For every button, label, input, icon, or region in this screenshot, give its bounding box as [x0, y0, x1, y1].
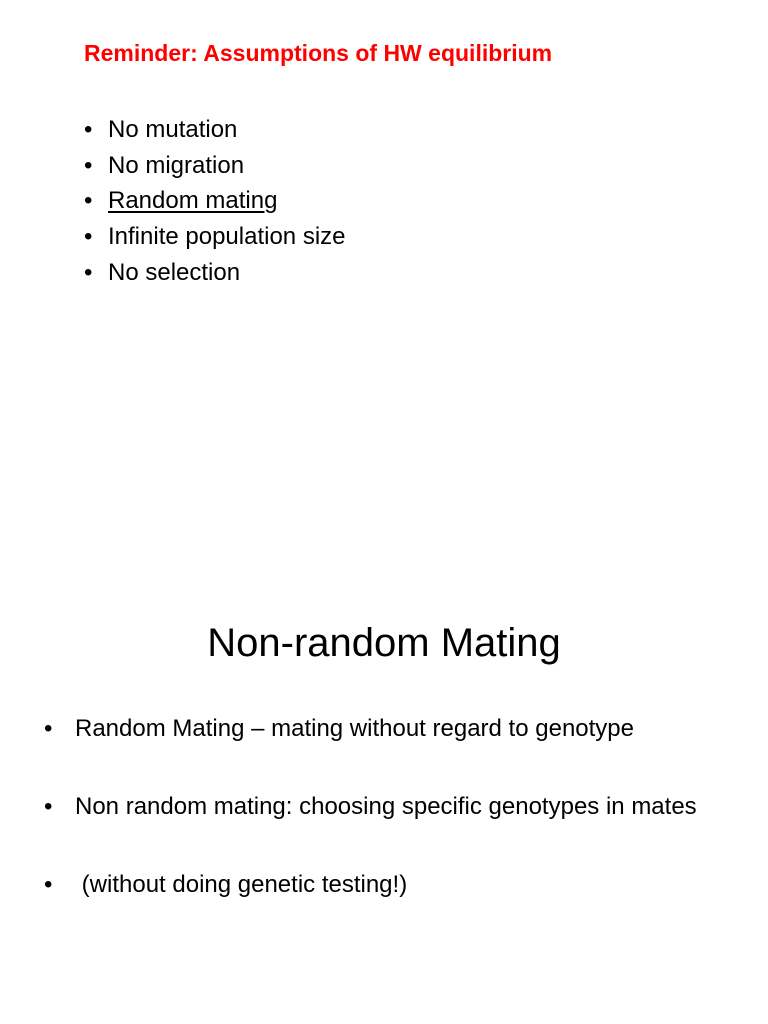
list-item-text: (without doing genetic testing!): [75, 871, 408, 898]
list-item: [44, 712, 724, 745]
list-item: [84, 112, 346, 148]
list-item-text: Infinite population size: [108, 223, 346, 251]
bullet-icon: •: [84, 151, 93, 179]
list-item-text: Non random mating: choosing specific genotypes in mates: [75, 793, 697, 820]
bullet-icon: •: [84, 258, 93, 286]
section-title: Non-random Mating: [207, 621, 561, 665]
list-item: [44, 868, 724, 901]
list-item: [84, 255, 346, 291]
bullet-icon: •: [44, 793, 53, 820]
bullet-icon: •: [84, 116, 93, 143]
list-item: [84, 148, 346, 184]
reminder-title: Reminder: Assumptions of HW equilibrium: [84, 40, 553, 66]
non-random-mating-list: [44, 712, 724, 901]
hw-assumptions-list: [84, 112, 346, 291]
list-item-text: No migration: [108, 151, 245, 179]
bullet-icon: •: [84, 187, 93, 215]
bullet-icon: •: [44, 715, 53, 742]
bullet-icon: •: [84, 223, 93, 251]
bullet-icon: •: [44, 871, 53, 898]
list-item-text: No selection: [108, 258, 241, 286]
list-item: [84, 219, 346, 255]
list-item-text-underlined: Random mating: [108, 187, 278, 215]
list-item: [44, 790, 724, 823]
list-item-text: Random Mating – mating without regard to genotype: [75, 715, 634, 742]
list-item-text: No mutation: [108, 116, 238, 143]
list-item: [84, 183, 346, 219]
